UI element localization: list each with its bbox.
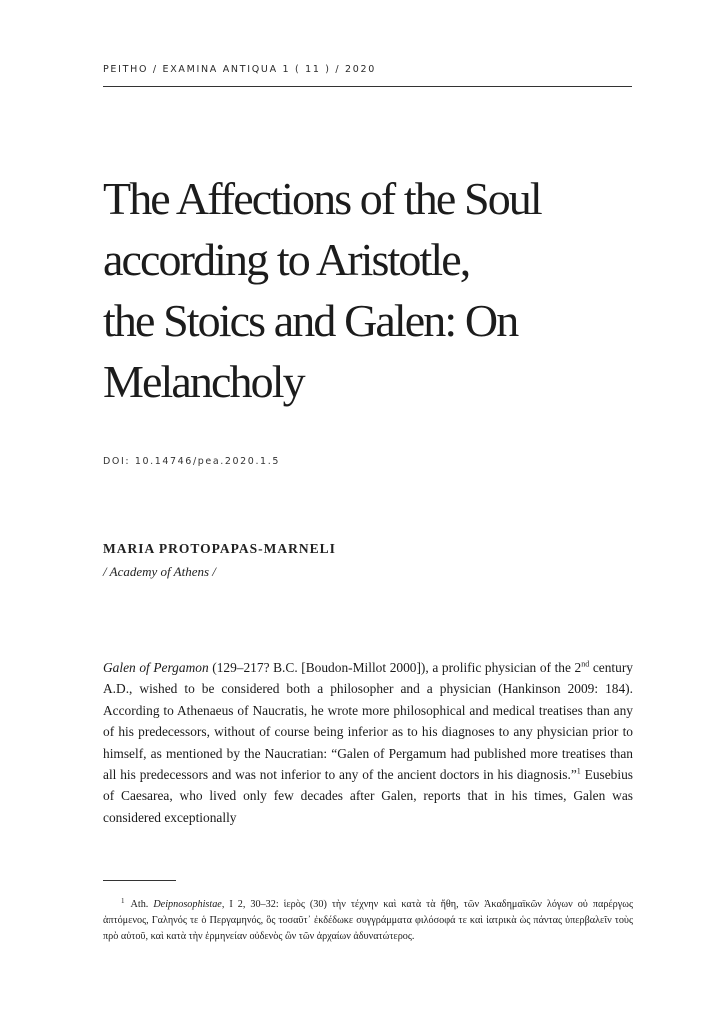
body-text-segment: Eusebius of Caesarea, who lived only few decades after Galen, reports that in his times, Galen was considered exceptionally	[103, 767, 633, 825]
doi: DOI: 10.14746/pea.2020.1.5	[103, 456, 280, 467]
body-text-segment: (129–217? B.C. [Boudon-Millot 2000]), a prolific physician of the 2	[208, 660, 582, 675]
title-line: according to Aristotle,	[103, 234, 470, 285]
footnote	[103, 897, 633, 945]
title-line: Melancholy	[103, 356, 304, 407]
body-text-segment: century A.D., wished to be considered both a philosopher and a physician (Hankinson 2009: 184). According to Athenaeus of Naucratis, he wrote more philosophical and medical treatises than any of his predecessors, without of course being inferior as to his diagnoses to any physician prior to himself, as mentioned by the Naucratian: “Galen of Pergamum had published more treatises than all his predecessors and was not inferior to any of the ancient doctors in his diagnosis.”	[103, 660, 634, 783]
footnote-work-title: Deipnosophistae	[153, 899, 222, 910]
footnote-rule	[103, 880, 176, 881]
body-paragraph	[103, 657, 633, 828]
ordinal-suffix: nd	[581, 659, 590, 669]
italic-lead: Galen of Pergamon	[103, 660, 209, 675]
author-affiliation: / Academy of Athens /	[103, 564, 216, 579]
footnote-text: , I 2, 30–32: ἱερὸς (30) τὴν τέχνην καὶ κατὰ τὰ ἤθη, τῶν Ἀκαδημαϊκῶν λόγων οὐ παρέργως ἁπτόμενος, Γαληνός τε ὁ Περγαμηνός, ὃς τοσαῦτ᾽ ἐκδέδωκε συγγράμματα φιλόσοφά τε καὶ ἰατρικὰ ὡς πάντας ὑπερβαλεῖν τοὺς πρὸ αὐτοῦ, καὶ κατὰ τὴν ἑρμηνείαν οὐδενὸς ὢν τῶν ἀρχαίων ἀδυνατώτερος.	[103, 899, 634, 942]
footnote-number: 1	[121, 896, 125, 905]
title-line: the Stoics and Galen: On	[103, 295, 518, 346]
header-rule	[103, 86, 632, 87]
footnote-marker[interactable]: 1	[576, 766, 581, 776]
author-name: MARIA PROTOPAPAS-MARNELI	[103, 541, 336, 556]
footnote-prefix: Ath.	[130, 899, 154, 910]
article-title	[103, 168, 663, 412]
running-head: PEITHO / EXAMINA ANTIQUA 1 ( 11 ) / 2020	[103, 64, 377, 75]
title-line: The Affections of the Soul	[103, 173, 541, 224]
